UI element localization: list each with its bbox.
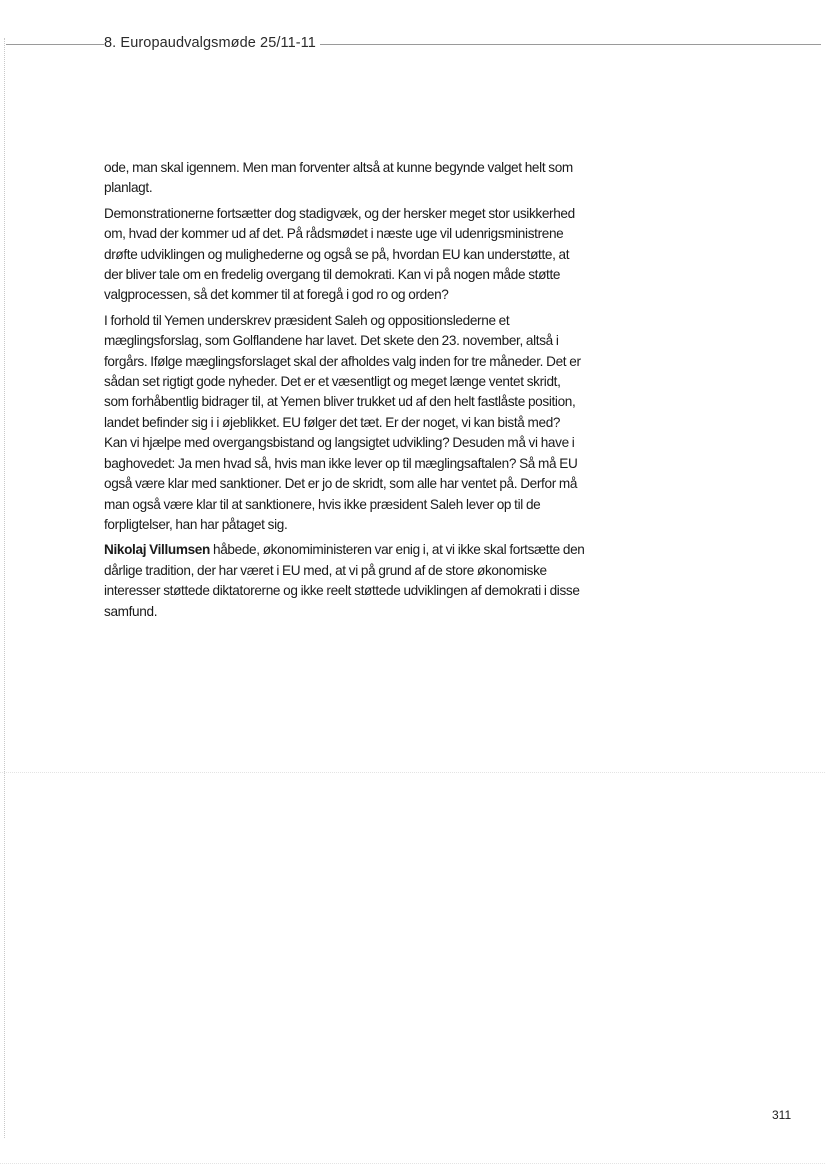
speaker-statement: håbede, økonomiministeren var enig i, at vi ikke skal fortsætte den dårlige tradition, der har været i EU med, at vi på grund af de store økonomiske interesser støttede diktatorerne og ikke reelt støttede udviklingen af demokrati i disse samfund. [104, 542, 585, 619]
scan-artifact-line [0, 772, 825, 773]
running-header: 8. Europaudvalgsmøde 25/11-11 [104, 34, 320, 52]
scan-artifact-line [0, 1163, 825, 1164]
page-number: 311 [772, 1108, 792, 1122]
paragraph: Demonstrationerne fortsætter dog stadigvæk, og der hersker meget stor usikkerhed om, hvad der kommer ud af det. På rådsmødet i næste uge vil udenrigsministrene drøfte udviklingen og mulighederne og også se på, hvordan EU kan understøtte, at der bliver tale om en fredelig overgang til demokrati. Kan vi på nogen måde støtte valgprocessen, så det kommer til at foregå i god ro og orden? [104, 205, 575, 303]
speaker-name: Nikolaj Villumsen [104, 542, 210, 558]
paragraph: I forhold til Yemen underskrev præsident Saleh og oppositionslederne et mæglingsforslag, som Golflandene har lavet. Det skete den 23. november, altså i forgårs. Ifølge mæglingsforslaget skal der afholdes valg inden for tre måneder. Det er sådan set rigtigt gode nyheder. Det er et væsentligt og meget længe ventet skridt, som forhåbentlig bidrager til, at Yemen bliver trukket ud af den helt fastlåste position, landet befinder sig i i øjeblikket. EU følger det tæt. Er der noget, vi kan bistå med? Kan vi hjælpe med overgangsbistand og langsigtet udvikling? Desuden må vi have i baghovedet: Ja men hvad så, hvis man ikke lever op til mæglingsaftalen? Så må EU også være klar med sanktioner. Det er jo de skridt, som alle har ventet på. Derfor må man også være klar til at sanktionere, hvis ikke præsident Saleh lever op til de forpligtelser, han har påtaget sig. [104, 312, 581, 532]
paragraph [104, 540, 586, 622]
document-body [104, 158, 586, 627]
paragraph: ode, man skal igennem. Men man forventer altså at kunne begynde valget helt som planlagt. [104, 160, 573, 196]
page-edge [4, 38, 5, 1138]
